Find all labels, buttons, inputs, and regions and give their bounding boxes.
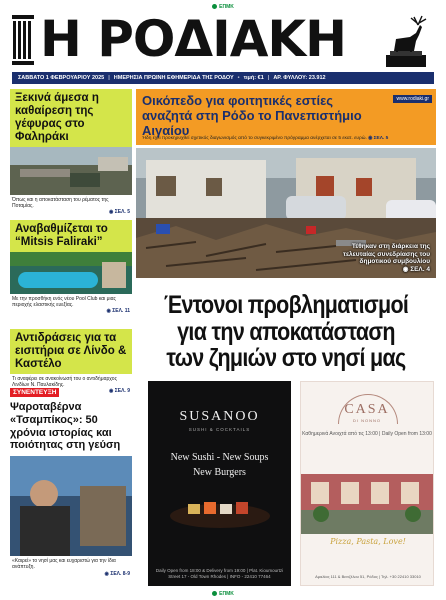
separator: | <box>267 75 270 81</box>
story-university-banner[interactable] <box>136 89 436 145</box>
bullet: • <box>237 75 240 81</box>
ad-footer: Daily Open from 18:00 & Delivery from 19:00 | Plat. Kioumourtzi Street 17 - Old Town Rhodes | INFO - 22410 77464 <box>155 568 284 579</box>
story-headline[interactable]: Αναβαθμίζεται το “Mitsis Faliraki” <box>10 220 132 252</box>
photo-caption: Τέθηκαν στη διάρκεια της τελευταίας συνεδρίασης του δημοτικού συμβουλίου ◉ ΣΕΛ. 4 <box>343 242 430 274</box>
banner-headline[interactable]: Οικόπεδο για φοιτητικές εστίες αναζητά στη Ρόδο το Πανεπιστήμιο Αιγαίου <box>142 93 362 138</box>
banner-subtext: Ήδη έχει προκηρυχθεί σχετικός διαγωνισμός από το συγκεκριμένο πρόγραμμα ανέρχεται σε 5 εκατ. ευρώ. ◉ ΣΕΛ. 5 <box>142 136 389 141</box>
ad-brand-sub: DI NONNO <box>353 418 381 423</box>
tagline: ΗΜΕΡΗΣΙΑ ΠΡΩΙΝΗ ΕΦΗΜΕΡΙΔΑ ΤΗΣ ΡΟΔΟΥ <box>113 75 234 81</box>
story-mitsis[interactable] <box>10 220 132 314</box>
ad-casa-di-nonno[interactable] <box>300 381 434 586</box>
section-tag: ΣΥΝΕΝΤΕΥΞΗ <box>10 388 59 397</box>
issue-date: ΣΑΒΒΑΤΟ 1 ΦΕΒΡΟΥΑΡΙΟΥ 2025 <box>18 75 105 81</box>
publisher-mark-bottom: ΕΠΜΚ <box>0 591 446 597</box>
story-caption: Με την προσθήκη ενός νέου Pool Club και μιας περιοχής ελαστικής ευεξίας. <box>12 296 116 309</box>
story-headline[interactable]: Ξεκινά άμεσα η καθαίρεση της γέφυρας στο Φαληράκι <box>10 89 132 147</box>
website-badge: www.rodiaki.gr <box>393 95 432 103</box>
restaurant-owner-photo <box>10 456 132 556</box>
deer-statue-icon <box>380 13 432 69</box>
story-faliraki-bridge[interactable] <box>10 89 132 215</box>
story-caption: Όπως και η αποκατάσταση του ρέματος της Ποταμίας. <box>12 197 109 210</box>
main-story-photo[interactable] <box>136 148 436 278</box>
page-ref: ◉ ΣΕΛ. 9 <box>109 388 130 395</box>
columns-logo-icon <box>12 15 34 65</box>
story-headline[interactable]: Αντιδράσεις για τα εισιτήρια σε Λίνδο & Καστέλο <box>10 329 132 374</box>
story-caption: «Καιρεί» το νησί μας και ευχαριστώ για την ίδια ανάπτυξη. <box>12 558 116 571</box>
restaurant-facade-photo <box>301 474 434 534</box>
publisher-mark-top: ΕΠΜΚ <box>0 4 446 10</box>
ad-hours: Καθημερινά Ανοιχτά από τις 13:00 | Daily Open from 13:00 <box>302 431 432 437</box>
ad-footer: Αμαλίας 111 & Βενιζέλου 51, Ρόδος | Τηλ. +30 22410 33010 <box>315 574 421 579</box>
pool-photo <box>10 252 132 294</box>
sushi-plate-icon <box>148 486 291 536</box>
issue-info-bar <box>12 72 434 84</box>
page-ref: ◉ ΣΕΛ. 5 <box>109 209 130 216</box>
bridge-photo <box>10 147 132 195</box>
issue-price: τιμή: €1 <box>243 75 264 81</box>
ad-brand-sub: SUSHI & COCKTAILS <box>188 427 251 432</box>
page-ref: ◉ ΣΕΛ. 11 <box>106 308 130 315</box>
newspaper-title: Η ΡΟΔΙΑΚΗ <box>40 10 346 68</box>
story-headline[interactable]: Ψαροταβέρνα «Τσαμπίκος»: 50 χρόνια ιστορίας και ποιότητας στη γεύση <box>10 401 121 452</box>
ad-line: New Burgers <box>193 467 246 478</box>
separator: | <box>108 75 110 81</box>
ad-susanoo[interactable] <box>148 381 291 586</box>
ad-brand-name: CASA <box>344 402 390 417</box>
ad-tagline: Pizza, Pasta, Love! <box>330 537 406 546</box>
story-caption: Τι αναφέρει σε ανακοίνωσή του ο αντιδήμαρχος Λινδίων Ν. Παυλακίδης. <box>12 376 117 389</box>
ad-brand-name: SUSANOO <box>179 409 260 424</box>
story-interview[interactable] <box>10 381 132 577</box>
page-ref: ◉ ΣΕΛ. 8-9 <box>104 570 130 577</box>
issue-number: ΑΡ. ΦΥΛΛΟΥ: 23.912 <box>273 75 326 81</box>
masthead <box>12 11 434 69</box>
publisher-logo-icon <box>212 591 217 596</box>
ad-line: New Sushi - New Soups <box>170 452 269 463</box>
main-headline[interactable]: Έντονοι προβληματισμοί για την αποκατάσταση των ζημιών στο νησί μας <box>163 291 409 372</box>
